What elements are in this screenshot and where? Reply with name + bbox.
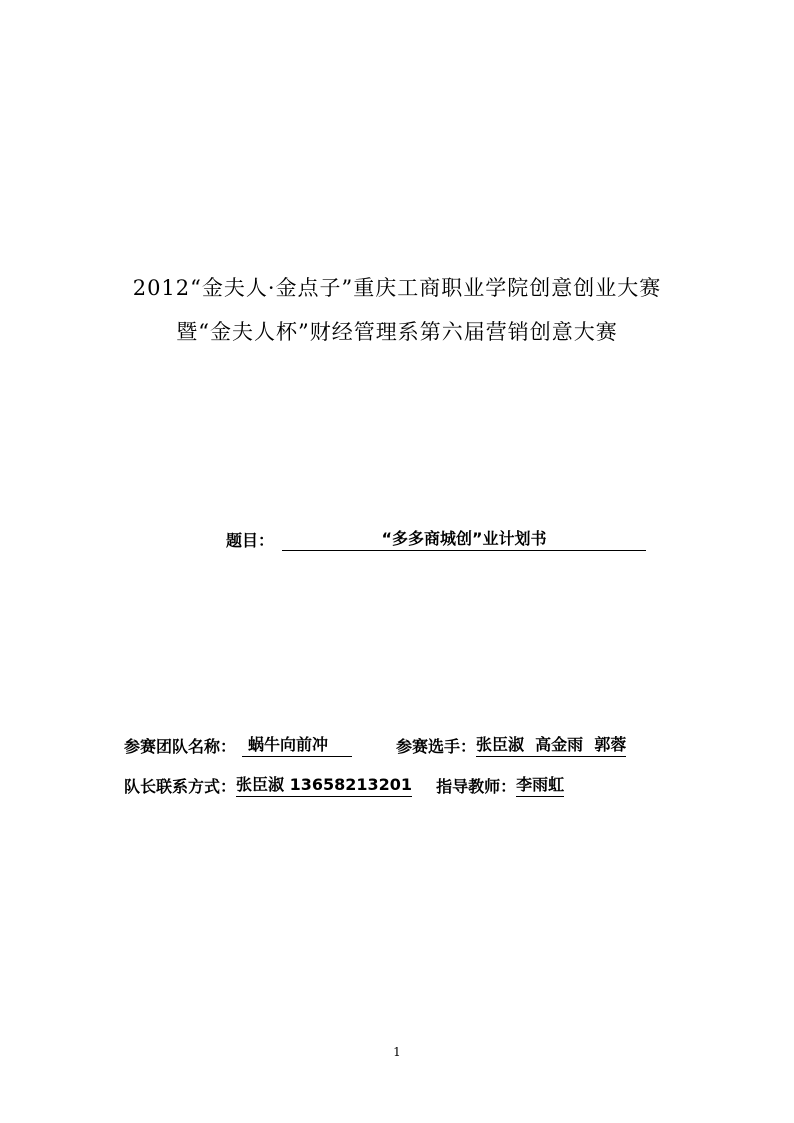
topic-row <box>226 526 646 551</box>
document-title-line-2: 暨“金夫人杯”财经管理系第六届营销创意大赛 <box>176 320 618 344</box>
page-number: 1 <box>393 1045 401 1059</box>
contact-value: 张臣淑 13658213201 <box>236 772 412 797</box>
advisor-value: 李雨虹 <box>516 772 564 797</box>
team-name-value: 蜗牛向前冲 <box>242 732 352 757</box>
members-value: 张臣淑 高金雨 郭蓉 <box>476 732 626 757</box>
team-name-label: 参赛团队名称： <box>124 737 237 756</box>
topic-value: “多多商城创”业计划书 <box>282 526 646 551</box>
members-label: 参赛选手： <box>396 737 477 756</box>
team-info-row <box>124 732 626 757</box>
contact-label: 队长联系方式： <box>124 777 237 796</box>
contact-info-row <box>124 772 564 797</box>
advisor-label: 指导教师： <box>436 777 517 796</box>
document-title-line-1: 2012“金夫人·金点子”重庆工商职业学院创意创业大赛 <box>132 276 662 300</box>
topic-label: 题目： <box>226 531 275 550</box>
